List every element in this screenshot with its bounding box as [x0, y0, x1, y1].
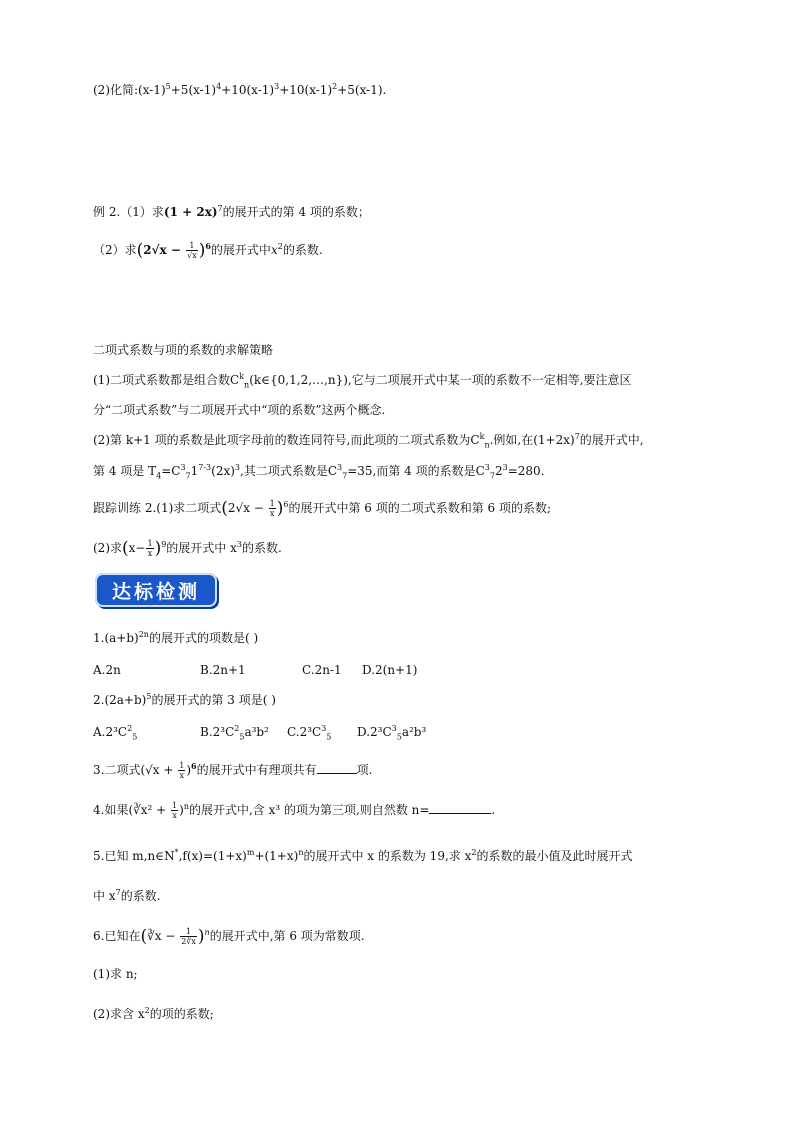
fraction: $\frac{1}{√x}$ [187, 241, 197, 260]
question-5-line-2: 中 $x^7$的系数. [93, 888, 161, 903]
fraction: $\frac{1}{x}$ [269, 499, 275, 518]
strategy-line-1: (1)二项式系数都是组合数$C^k_n(k\in\{0,1,2,\dots,n\})$,它与二项展开式中某一项的系数不一定相等,要注意区 [93, 372, 632, 390]
example-2-part-1: 例 2.（1）求$(1 + 2x)^7$的展开式的第 4 项的系数； [93, 204, 370, 219]
question-1-options [93, 660, 417, 680]
fraction: $\frac{1}{x}$ [172, 801, 178, 820]
strategy-line-2: 分“二项式系数”与二项展开式中“项的系数”这两个概念. [93, 403, 386, 417]
question-1: $1.(a+b)^{2n}$的展开式的项数是( ) [93, 630, 259, 645]
tracking-practice-q1: 跟踪训练 2.(1)求二项式(2√x − $\frac{1}{x}$ )$^6$的展开式中第 6 项的二项式系数和第 6 项的系数; [93, 498, 552, 519]
option-c: $C.2^3C^3_5$ [287, 724, 332, 742]
option-a: A.2n [93, 663, 121, 677]
question-6-sub-1: (1)求 n; [93, 967, 138, 981]
section-badge: 达标检测 [95, 573, 217, 607]
tracking-practice-q2: (2)求(x− $\frac{1}{x}$ )$^9$的展开式中 $x^3$的系数. [93, 538, 282, 559]
option-a: $A.2^3C^2_5$ [93, 724, 138, 742]
option-d: $D.2^3C^3_5a^2b^3$ [357, 724, 427, 742]
strategy-title: 二项式系数与项的系数的求解策略 [93, 343, 274, 357]
question-2: $2.(2a+b)^5$的展开式的第 3 项是( ) [93, 692, 276, 707]
strategy-line-3: (2)第 k+1 项的系数是此项字母前的数连同符号,而此项的二项式系数为$C^k_n$.例如,在$(1+2x)^7$的展开式中, [93, 432, 644, 450]
question-4: 4.如果(∛x² + $\frac{1}{x}$ )$^n$的展开式中,含 x³ 的项为第三项,则自然数 n= . [93, 801, 496, 820]
fraction: $\frac{1}{x}$ [147, 539, 153, 558]
example-2-part-2: （2）求(2√x − $\frac{1}{√x}$ )$^6$的展开式中$x^2$的系数. [93, 240, 323, 261]
question-5-line-1: 5.已知 $m,n\in N^*,f(x)=(1+x)^m+(1+x)^n$的展开式中 x 的系数为 19,求 $x^2$的系数的最小值及此时展开式 [93, 848, 633, 863]
fraction: $\frac{1}{x}$ [179, 761, 185, 780]
question-6: 6.已知在(∛x − $\frac{1}{2∛x}$ )$^n$的展开式中,第 6 项为常数项. [93, 926, 365, 947]
fraction: $\frac{1}{2∛x}$ [181, 927, 196, 946]
option-b: $B.2^3C^2_5a^3b^2$ [200, 724, 269, 742]
question-6-sub-2: (2)求含 $x^2$的项的系数; [93, 1006, 214, 1021]
problem-simplify: (2)化简$:(x-1)^5+5(x-1)^4+10(x-1)^3+10(x-1)^2+5(x-1)$. [93, 82, 387, 97]
answer-blank[interactable] [317, 761, 357, 774]
answer-blank[interactable] [429, 801, 491, 814]
option-b: B.2n+1 [200, 663, 246, 677]
question-2-options [93, 722, 426, 742]
strategy-line-4: 第 4 项是 $T_4=C^3_71^{7-3}(2x)^3$,其二项式系数是$C^3_7=35$,而第 4 项的系数是$C^3_72^3=280$. [93, 463, 545, 481]
question-3: 3.二项式(√x + $\frac{1}{x}$ )$^6$的展开式中有理项共有 项. [93, 761, 373, 780]
option-d: D.2(n+1) [362, 663, 418, 677]
option-c: C.2n-1 [302, 663, 342, 677]
